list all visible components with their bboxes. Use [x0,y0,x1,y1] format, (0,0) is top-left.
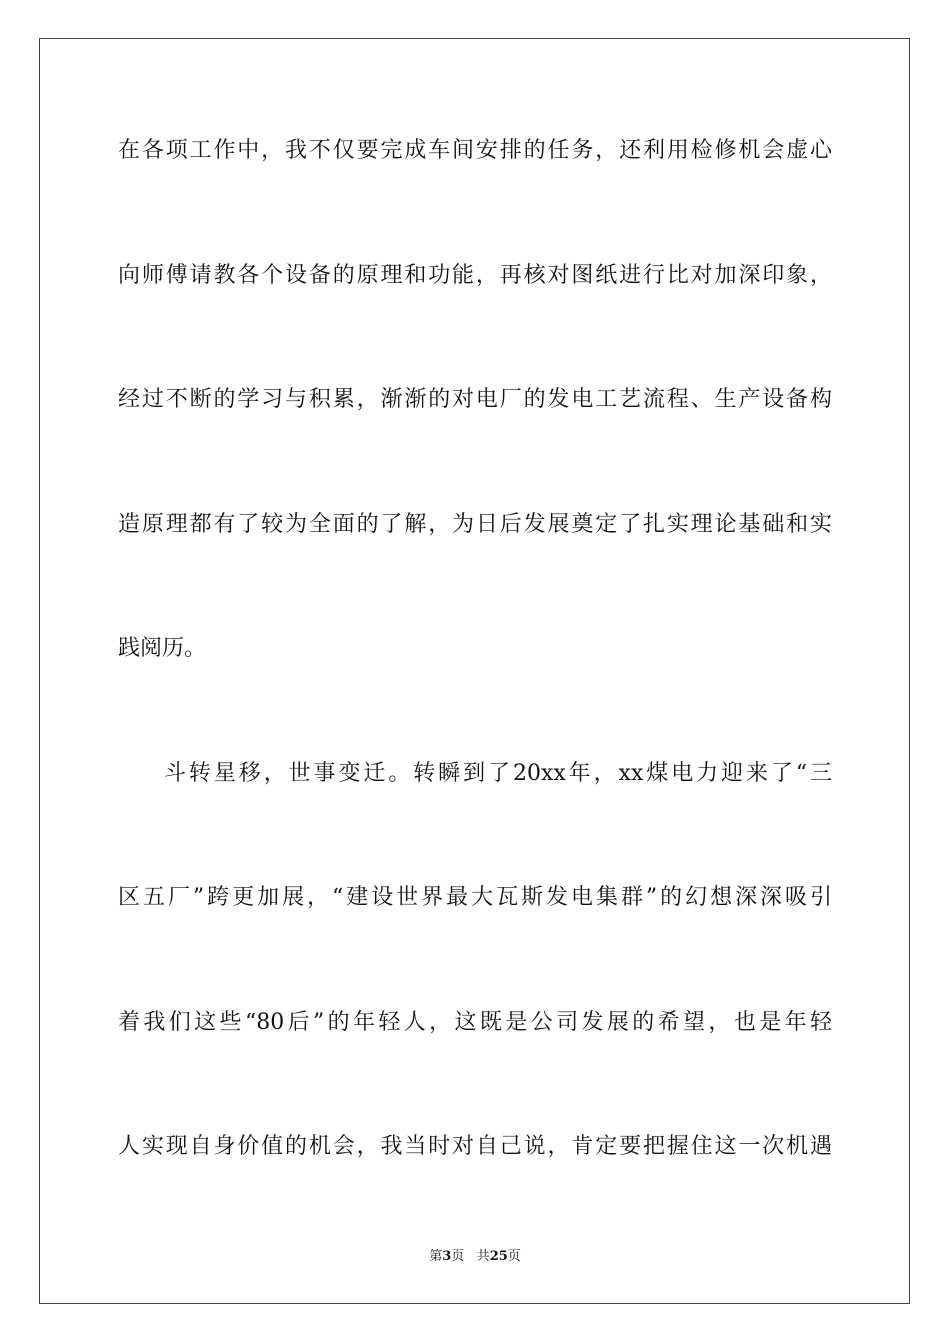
footer-total-pages: 25 [489,1249,508,1264]
footer-page-prefix: 第 [429,1249,443,1264]
footer-page-number: 3 [442,1249,452,1264]
text-line-1: 在各项工作中，我不仅要完成车间安排的任务，还利用检修机会虚心 [118,138,832,163]
text-line-7: 区五厂”跨更加展，“建设世界最大瓦斯发电集群”的幻想深深吸引 [118,885,832,910]
text-line-3: 经过不断的学习与积累，渐渐的对电厂的发电工艺流程、生产设备构 [118,387,832,412]
footer-total-suffix: 页 [507,1249,521,1264]
page-footer [0,1248,950,1266]
text-line-2: 向师傅请教各个设备的原理和功能，再核对图纸进行比对加深印象， [118,263,832,288]
text-line-8: 着我们这些“80后”的年轻人，这既是公司发展的希望，也是年轻 [118,1010,832,1035]
page-frame [39,38,910,1304]
footer-page-suffix: 页 [451,1249,465,1264]
text-line-5: 践阅历。 [118,636,207,661]
text-line-4: 造原理都有了较为全面的了解，为日后发展奠定了扎实理论基础和实 [118,512,832,537]
text-line-9: 人实现自身价值的机会，我当时对自己说，肯定要把握住这一次机遇 [118,1134,832,1159]
footer-total-prefix: 共 [476,1249,490,1264]
text-line-6: 斗转星移，世事变迁。转瞬到了20xx年，xx煤电力迎来了“三 [164,761,832,786]
